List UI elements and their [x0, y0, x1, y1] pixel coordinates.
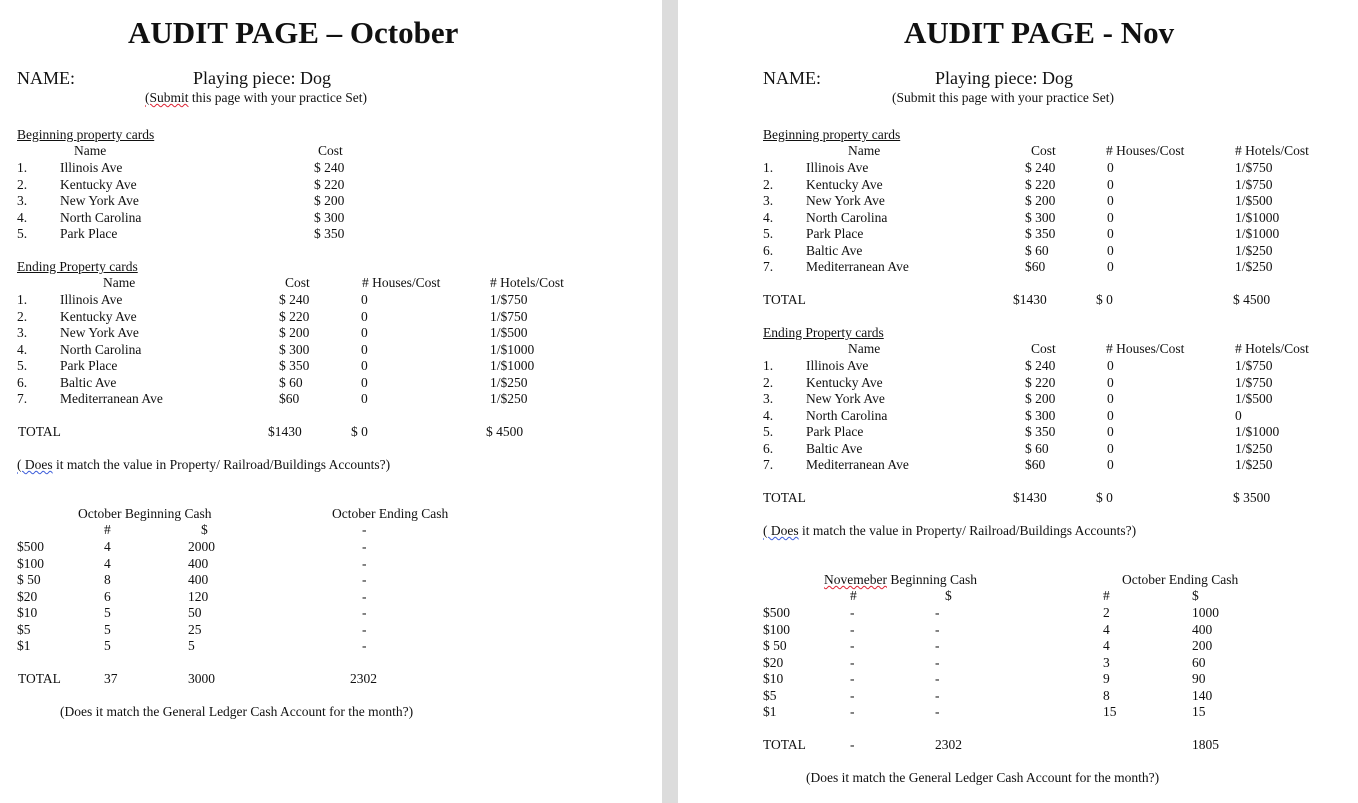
row-num: 2.	[763, 176, 774, 192]
row-num: 6.	[17, 374, 28, 390]
cash-row-end: -	[362, 605, 367, 620]
col-name: Name	[848, 143, 881, 158]
row-num: 2.	[17, 308, 28, 324]
row-num: 2.	[17, 176, 28, 192]
row-num: 5.	[763, 424, 774, 439]
total-houses: $ 0	[1096, 490, 1113, 505]
total-houses: $ 0	[351, 424, 368, 439]
cash-row-denom: $10	[17, 605, 38, 620]
row-houses: 0	[1107, 242, 1114, 258]
cash-row-denom: $20	[763, 654, 784, 670]
row-name: Park Place	[60, 226, 118, 241]
row-name: New York Ave	[806, 193, 885, 208]
row-name: North Carolina	[60, 341, 142, 357]
cash-row-end-count: 15	[1103, 704, 1117, 719]
cash-row-denom: $5	[17, 621, 31, 637]
row-cost: $ 240	[1025, 160, 1056, 175]
row-cost: $ 350	[314, 226, 345, 241]
row-num: 7.	[763, 457, 774, 472]
row-houses: 0	[1107, 176, 1114, 192]
ending-heading: Ending Property cards	[17, 259, 138, 274]
row-num: 3.	[17, 325, 28, 340]
cash-row-begin-amount: -	[935, 654, 940, 670]
row-hotels: 1/$750	[1235, 358, 1273, 373]
cash-row-begin-amount: -	[935, 638, 940, 653]
row-num: 5.	[17, 226, 28, 241]
row-num: 1.	[763, 160, 774, 175]
cash-row-denom: $100	[17, 555, 44, 571]
row-name: Park Place	[806, 424, 864, 439]
cash-total-count: 37	[104, 671, 118, 686]
submit-note-rest: this page with your practice Set)	[188, 90, 367, 105]
cash-row-count: 5	[104, 605, 111, 620]
cash-row-denom: $5	[763, 687, 777, 703]
cash-total-amount: 3000	[188, 671, 215, 686]
submit-note: (Submit this page with your practice Set)	[892, 90, 1114, 105]
row-houses: 0	[361, 325, 368, 340]
row-name: Illinois Ave	[806, 358, 869, 373]
cash-row-amount: 120	[188, 588, 209, 604]
row-hotels: 1/$250	[1235, 440, 1273, 456]
cash-row-count: 5	[104, 621, 111, 637]
cash-row-end: -	[362, 572, 367, 587]
row-name: Kentucky Ave	[806, 374, 883, 390]
cash-row-amount: 400	[188, 572, 209, 587]
cash-row-begin-amount: -	[935, 621, 940, 637]
submit-note	[145, 90, 367, 106]
cash-row-end-amount: 60	[1192, 654, 1206, 670]
row-cost: $ 220	[279, 308, 310, 324]
col-count: #	[104, 522, 111, 537]
cash-row-begin-count: -	[850, 638, 855, 653]
row-name: North Carolina	[806, 407, 888, 423]
cash-row-end: -	[362, 555, 367, 571]
row-name: New York Ave	[60, 193, 139, 208]
row-num: 5.	[17, 358, 28, 373]
cash-row-amount: 5	[188, 638, 195, 653]
end-header-dash: -	[362, 522, 367, 537]
row-cost: $60	[279, 391, 300, 406]
cash-row-denom: $ 50	[763, 638, 787, 653]
row-cost: $ 240	[314, 160, 345, 175]
cash-total-begin-count: -	[850, 737, 855, 752]
cash-row-end: -	[362, 621, 367, 637]
row-num: 1.	[763, 358, 774, 373]
row-houses: 0	[1107, 358, 1114, 373]
row-hotels: 1/$750	[490, 292, 528, 307]
row-cost: $ 240	[1025, 358, 1056, 373]
match-question-word: ( Does	[763, 523, 799, 538]
row-houses: 0	[1107, 457, 1114, 472]
row-name: Baltic Ave	[806, 440, 863, 456]
row-hotels: 1/$500	[1235, 193, 1273, 208]
row-name: Park Place	[806, 226, 864, 241]
row-houses: 0	[1107, 407, 1114, 423]
row-name: North Carolina	[806, 209, 888, 225]
col-houses: # Houses/Cost	[1106, 341, 1185, 356]
cash-row-end-amount: 90	[1192, 671, 1206, 686]
match-question-rest: it match the value in Property/ Railroad/Buildings Accounts?)	[798, 523, 1137, 538]
cash-row-end-amount: 15	[1192, 704, 1206, 719]
total-hotels: $ 4500	[1233, 292, 1271, 307]
row-num: 1.	[17, 160, 28, 175]
row-name: Baltic Ave	[806, 242, 863, 258]
col-houses: # Houses/Cost	[1106, 143, 1185, 158]
row-cost: $ 300	[1025, 209, 1056, 225]
cash-row-begin-count: -	[850, 621, 855, 637]
cash-row-denom: $20	[17, 588, 38, 604]
match-question	[17, 457, 390, 473]
row-hotels: 1/$750	[1235, 160, 1273, 175]
begin-cash-heading-rest: Beginning Cash	[886, 572, 977, 587]
row-cost: $ 200	[279, 325, 310, 340]
total-houses: $ 0	[1096, 292, 1113, 307]
row-hotels: 1/$1000	[1235, 226, 1280, 241]
match-question-rest: it match the value in Property/ Railroad/Buildings Accounts?)	[52, 457, 391, 472]
col-name: Name	[103, 275, 136, 290]
playing-piece: Playing piece: Dog	[193, 68, 331, 88]
cash-row-denom: $500	[17, 539, 44, 554]
name-label: NAME:	[763, 68, 821, 88]
col-name: Name	[74, 143, 107, 158]
row-cost: $ 60	[1025, 242, 1049, 258]
cash-row-begin-count: -	[850, 671, 855, 686]
total-label: TOTAL	[763, 292, 806, 307]
row-cost: $60	[1025, 457, 1046, 472]
col-name: Name	[848, 341, 881, 356]
total-cost: $1430	[268, 424, 302, 439]
begin-cash-heading: October Beginning Cash	[78, 506, 212, 521]
ending-heading: Ending Property cards	[763, 325, 884, 340]
cash-total-end-amount: 1805	[1192, 737, 1219, 752]
total-cost: $1430	[1013, 292, 1047, 307]
row-cost: $ 200	[1025, 391, 1056, 406]
row-hotels: 1/$750	[1235, 374, 1273, 390]
row-hotels: 1/$250	[1235, 259, 1273, 274]
cash-row-end-amount: 1000	[1192, 605, 1219, 620]
cash-row-begin-amount: -	[935, 687, 940, 703]
end-cash-heading: October Ending Cash	[332, 506, 449, 521]
row-hotels: 1/$250	[490, 391, 528, 406]
cash-row-begin-count: -	[850, 687, 855, 703]
row-num: 4.	[17, 209, 28, 225]
row-hotels: 1/$500	[490, 325, 528, 340]
cash-total-label: TOTAL	[763, 737, 806, 752]
col-cost: Cost	[318, 143, 343, 158]
name-label: NAME:	[17, 68, 75, 88]
col-hotels: # Hotels/Cost	[1235, 143, 1309, 158]
row-num: 7.	[17, 391, 28, 406]
row-name: Illinois Ave	[806, 160, 869, 175]
total-label: TOTAL	[763, 490, 806, 505]
row-houses: 0	[1107, 374, 1114, 390]
cash-row-end-count: 9	[1103, 671, 1110, 686]
row-name: Mediterranean Ave	[806, 457, 909, 472]
row-cost: $ 350	[1025, 424, 1056, 439]
row-num: 2.	[763, 374, 774, 390]
ledger-question: (Does it match the General Ledger Cash Account for the month?)	[806, 770, 1160, 785]
cash-row-end-count: 3	[1103, 654, 1110, 670]
cash-row-begin-count: -	[850, 654, 855, 670]
row-cost: $60	[1025, 259, 1046, 274]
row-name: Mediterranean Ave	[806, 259, 909, 274]
cash-row-end-count: 2	[1103, 605, 1110, 620]
row-houses: 0	[1107, 160, 1114, 175]
col-amount: $	[201, 522, 208, 537]
row-hotels: 0	[1235, 407, 1242, 423]
row-num: 4.	[763, 209, 774, 225]
row-num: 4.	[763, 407, 774, 423]
cash-row-end-amount: 140	[1192, 687, 1213, 703]
row-name: Baltic Ave	[60, 374, 117, 390]
match-question-word: ( Does	[17, 457, 53, 472]
page-title: AUDIT PAGE - Nov	[904, 15, 1175, 50]
row-cost: $ 60	[279, 374, 303, 390]
cash-row-begin-amount: -	[935, 671, 940, 686]
cash-row-begin-amount: -	[935, 605, 940, 620]
row-cost: $ 200	[1025, 193, 1056, 208]
row-houses: 0	[361, 308, 368, 324]
row-houses: 0	[361, 341, 368, 357]
row-name: North Carolina	[60, 209, 142, 225]
row-num: 3.	[763, 193, 774, 208]
cash-row-end-amount: 400	[1192, 621, 1213, 637]
total-hotels: $ 4500	[486, 424, 524, 439]
cash-row-amount: 400	[188, 555, 209, 571]
row-cost: $ 60	[1025, 440, 1049, 456]
row-name: Illinois Ave	[60, 292, 123, 307]
row-cost: $ 350	[1025, 226, 1056, 241]
cash-row-denom: $10	[763, 671, 784, 686]
row-cost: $ 300	[1025, 407, 1056, 423]
row-num: 3.	[763, 391, 774, 406]
col-hotels: # Hotels/Cost	[1235, 341, 1309, 356]
row-cost: $ 300	[314, 209, 345, 225]
row-num: 7.	[763, 259, 774, 274]
row-num: 6.	[763, 440, 774, 456]
row-houses: 0	[361, 292, 368, 307]
cash-row-amount: 2000	[188, 539, 215, 554]
playing-piece: Playing piece: Dog	[935, 68, 1073, 88]
cash-row-count: 4	[104, 539, 111, 554]
row-num: 3.	[17, 193, 28, 208]
total-label: TOTAL	[18, 424, 61, 439]
beginning-heading: Beginning property cards	[763, 127, 901, 142]
row-num: 1.	[17, 292, 28, 307]
row-houses: 0	[1107, 424, 1114, 439]
row-name: Illinois Ave	[60, 160, 123, 175]
row-hotels: 1/$1000	[1235, 209, 1280, 225]
row-houses: 0	[1107, 440, 1114, 456]
col-cost: Cost	[1031, 341, 1056, 356]
cash-total-label: TOTAL	[18, 671, 61, 686]
col-begin-amount: $	[945, 588, 952, 603]
match-question	[763, 523, 1136, 539]
cash-row-denom: $ 50	[17, 572, 41, 587]
row-name: New York Ave	[806, 391, 885, 406]
begin-cash-heading	[824, 572, 977, 588]
row-cost: $ 300	[279, 341, 310, 357]
col-begin-count: #	[850, 588, 857, 603]
cash-row-end-count: 4	[1103, 621, 1110, 637]
row-houses: 0	[1107, 209, 1114, 225]
beginning-heading: Beginning property cards	[17, 127, 155, 142]
cash-row-amount: 25	[188, 621, 202, 637]
row-houses: 0	[1107, 193, 1114, 208]
audit-page-october	[0, 0, 662, 803]
cash-row-denom: $1	[17, 638, 31, 653]
cash-row-end-count: 4	[1103, 638, 1110, 653]
page-title: AUDIT PAGE – October	[128, 15, 459, 50]
audit-page-november	[678, 0, 1358, 803]
row-houses: 0	[361, 374, 368, 390]
cash-row-count: 5	[104, 638, 111, 653]
cash-row-count: 8	[104, 572, 111, 587]
row-name: Kentucky Ave	[60, 176, 137, 192]
row-name: Kentucky Ave	[806, 176, 883, 192]
row-hotels: 1/$1000	[490, 358, 535, 373]
cash-row-denom: $1	[763, 704, 777, 719]
row-hotels: 1/$250	[1235, 457, 1273, 472]
col-cost: Cost	[285, 275, 310, 290]
row-name: New York Ave	[60, 325, 139, 340]
row-houses: 0	[1107, 259, 1114, 274]
row-name: Park Place	[60, 358, 118, 373]
col-end-amount: $	[1192, 588, 1199, 603]
cash-row-begin-amount: -	[935, 704, 940, 719]
cash-row-denom: $100	[763, 621, 790, 637]
cash-total-begin-amount: 2302	[935, 737, 962, 752]
row-num: 6.	[763, 242, 774, 258]
cash-row-end: -	[362, 539, 367, 554]
row-houses: 0	[1107, 226, 1114, 241]
cash-row-count: 4	[104, 555, 111, 571]
row-num: 4.	[17, 341, 28, 357]
cash-row-end: -	[362, 588, 367, 604]
row-hotels: 1/$750	[1235, 176, 1273, 192]
cash-row-end-count: 8	[1103, 687, 1110, 703]
submit-note-word: (Submit	[145, 90, 189, 105]
row-cost: $ 220	[1025, 374, 1056, 390]
begin-cash-heading-word: Novemeber	[824, 572, 887, 587]
cash-row-amount: 50	[188, 605, 202, 620]
row-cost: $ 220	[1025, 176, 1056, 192]
row-name: Kentucky Ave	[60, 308, 137, 324]
cash-row-count: 6	[104, 588, 111, 604]
cash-row-denom: $500	[763, 605, 790, 620]
col-end-count: #	[1103, 588, 1110, 603]
row-name: Mediterranean Ave	[60, 391, 163, 406]
cash-total-end: 2302	[350, 671, 377, 686]
col-hotels: # Hotels/Cost	[490, 275, 564, 290]
col-houses: # Houses/Cost	[362, 275, 441, 290]
end-cash-heading: October Ending Cash	[1122, 572, 1239, 587]
row-cost: $ 350	[279, 358, 310, 373]
row-houses: 0	[361, 391, 368, 406]
row-houses: 0	[361, 358, 368, 373]
row-hotels: 1/$250	[1235, 242, 1273, 258]
row-hotels: 1/$500	[1235, 391, 1273, 406]
row-cost: $ 240	[279, 292, 310, 307]
row-hotels: 1/$1000	[1235, 424, 1280, 439]
row-num: 5.	[763, 226, 774, 241]
total-hotels: $ 3500	[1233, 490, 1271, 505]
row-hotels: 1/$750	[490, 308, 528, 324]
col-cost: Cost	[1031, 143, 1056, 158]
row-houses: 0	[1107, 391, 1114, 406]
cash-row-begin-count: -	[850, 605, 855, 620]
row-hotels: 1/$1000	[490, 341, 535, 357]
row-cost: $ 220	[314, 176, 345, 192]
cash-row-end-amount: 200	[1192, 638, 1213, 653]
cash-row-end: -	[362, 638, 367, 653]
row-hotels: 1/$250	[490, 374, 528, 390]
cash-row-begin-count: -	[850, 704, 855, 719]
row-cost: $ 200	[314, 193, 345, 208]
ledger-question: (Does it match the General Ledger Cash Account for the month?)	[60, 704, 414, 719]
total-cost: $1430	[1013, 490, 1047, 505]
